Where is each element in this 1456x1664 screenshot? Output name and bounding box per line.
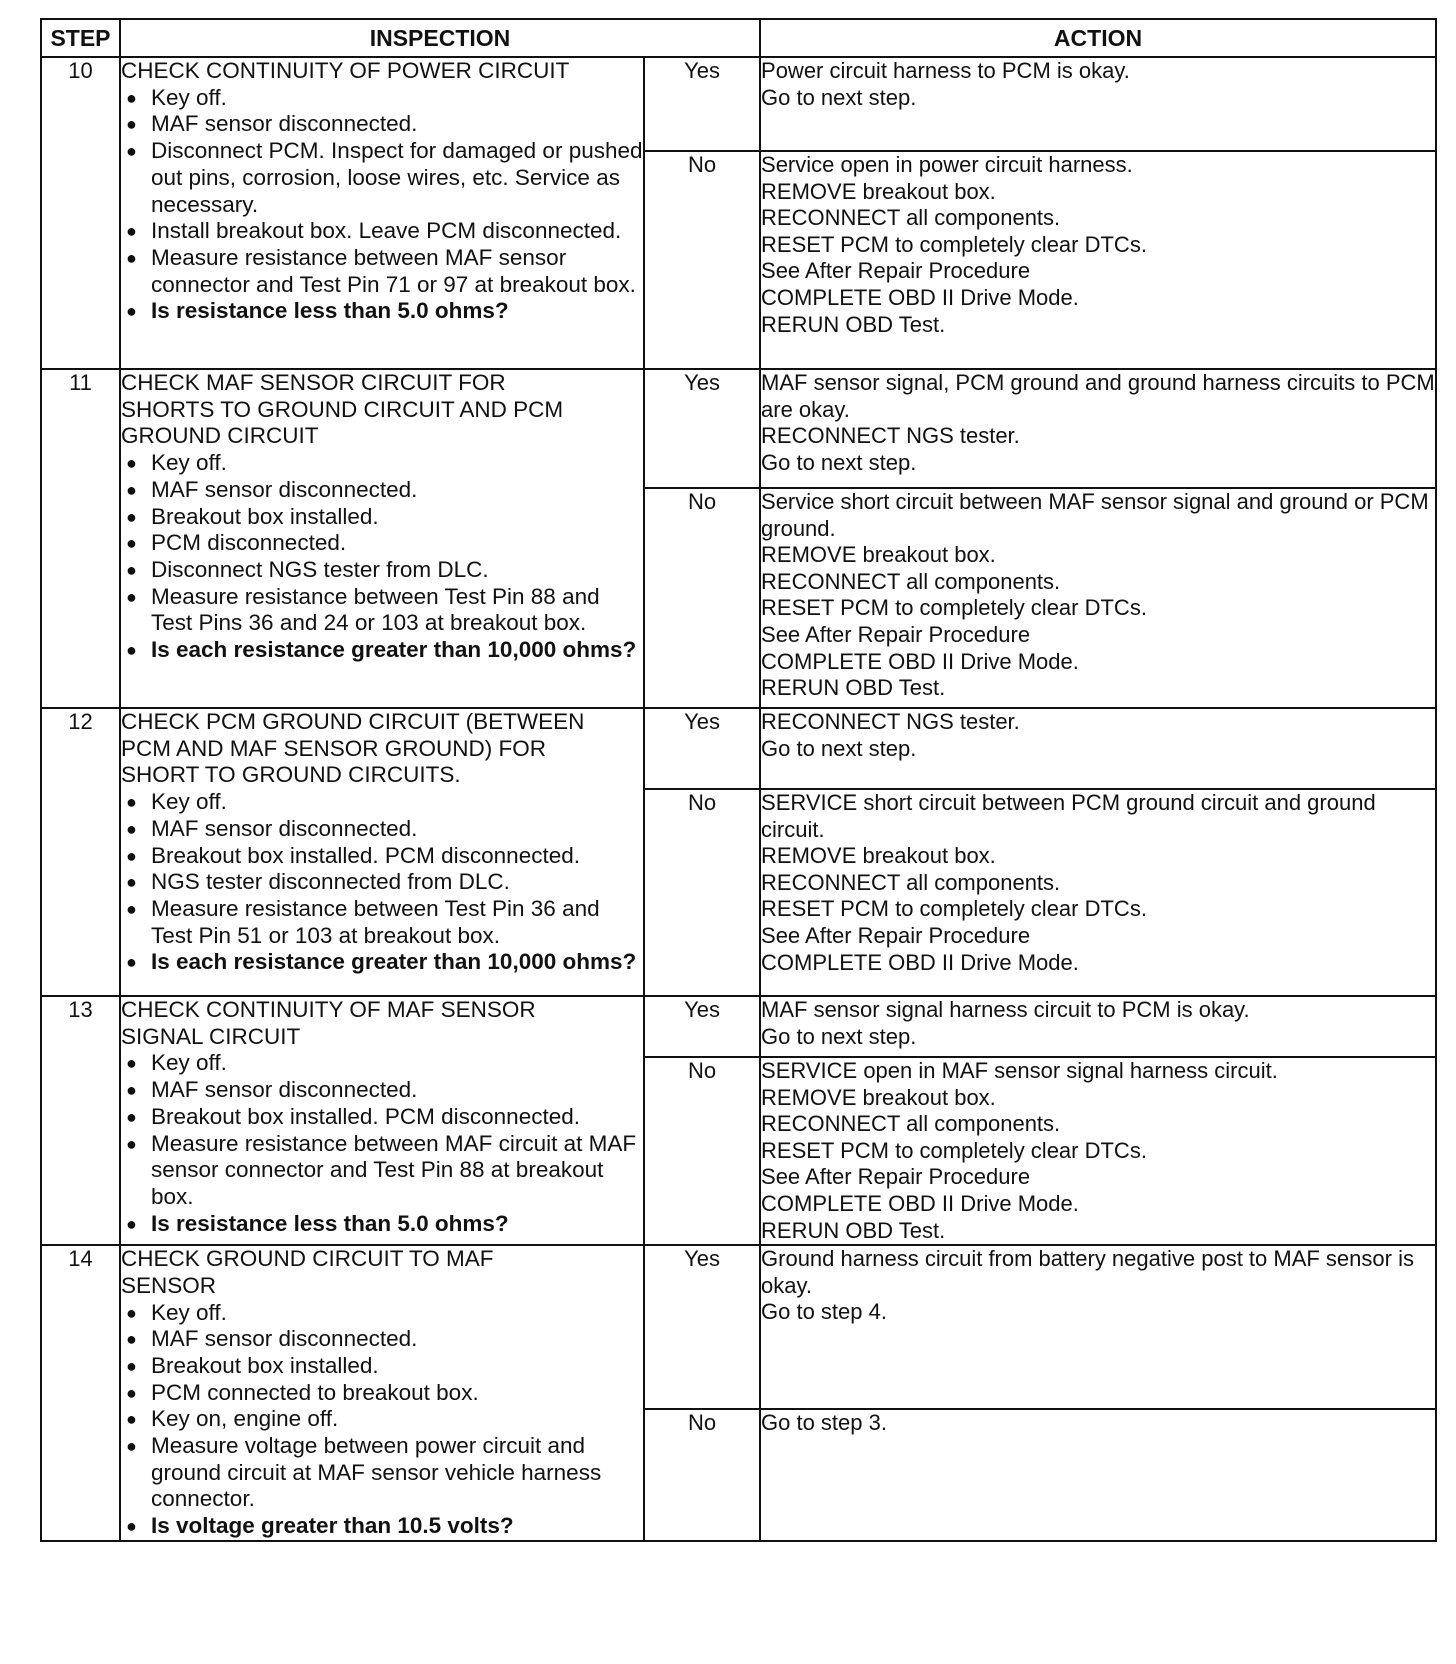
bullet-item: ● Key off.: [126, 789, 227, 815]
bullet-item: ● Breakout box installed.: [126, 503, 379, 529]
inspection-cell: [120, 57, 644, 369]
yes-label: Yes: [644, 57, 760, 151]
bullet-icon: ●: [126, 640, 137, 661]
inspection-bullets: [121, 1300, 643, 1540]
bullet-icon: ●: [126, 479, 137, 500]
step-row-yes: [41, 996, 1436, 1057]
inspection-title: CHECK MAF SENSOR CIRCUIT FOR: [121, 370, 506, 395]
step-row-yes: [41, 708, 1436, 789]
no-action: SERVICE open in MAF sensor signal harness circuit. REMOVE breakout box. RECONNECT all components. RESET PCM to completely clear DTCs. See After Repair Procedure COMPLETE OBD II Drive Mode. RERUN OBD Test.: [760, 1057, 1436, 1245]
inspection-title: SIGNAL CIRCUIT: [121, 1023, 301, 1049]
bullet-item: ● Measure resistance between Test Pin 36 and Test Pin 51 or 103 at breakout box.: [126, 895, 600, 948]
inspection-title: SHORT TO GROUND CIRCUITS.: [121, 762, 461, 788]
bullet-item: ● Breakout box installed. PCM disconnected.: [126, 842, 580, 868]
bullet-item: ● MAF sensor disconnected.: [126, 476, 418, 502]
inspection-title: CHECK CONTINUITY OF MAF SENSOR: [121, 997, 536, 1022]
header-step: STEP: [41, 19, 120, 57]
bullet-icon: ●: [126, 247, 137, 268]
bullet-icon: ●: [126, 221, 137, 242]
bullet-icon: ●: [126, 1382, 137, 1403]
bullet-icon: ●: [126, 114, 137, 135]
diagnostic-table: [40, 18, 1437, 1542]
yes-action: RECONNECT NGS tester. Go to next step.: [760, 708, 1436, 789]
bullet-item: ● MAF sensor disconnected.: [126, 1326, 418, 1352]
inspection-title: PCM AND MAF SENSOR GROUND) FOR: [121, 735, 547, 761]
bullet-item: ● Key off.: [126, 450, 227, 476]
yes-label: Yes: [644, 708, 760, 789]
inspection-title: CHECK PCM GROUND CIRCUIT (BETWEEN: [121, 709, 585, 734]
inspection-bullets: [121, 789, 643, 976]
bullet-item: ● Measure voltage between power circuit and ground circuit at MAF sensor vehicle harness connector.: [126, 1433, 602, 1512]
inspection-bullets: [121, 1050, 643, 1237]
yes-label: Yes: [644, 1245, 760, 1408]
bullet-item: ● MAF sensor disconnected.: [126, 1077, 418, 1103]
inspection-title: CHECK CONTINUITY OF POWER CIRCUIT: [121, 58, 570, 83]
bullet-item: ● Key on, engine off.: [126, 1406, 339, 1432]
bullet-icon: ●: [126, 872, 137, 893]
bullet-item: ● PCM connected to breakout box.: [126, 1379, 479, 1405]
inspection-question: ● Is each resistance greater than 10,000 ohms?: [126, 949, 637, 975]
no-action: Service short circuit between MAF sensor signal and ground or PCM ground. REMOVE breakout box. RECONNECT all components. RESET PCM to completely clear DTCs. See After Repair Procedure COMPLETE OBD II Drive Mode. RERUN OBD Test.: [760, 488, 1436, 708]
inspection-cell: [120, 996, 644, 1245]
inspection-title: SHORTS TO GROUND CIRCUIT AND PCM: [121, 396, 564, 422]
step-number: 10: [41, 57, 120, 369]
inspection-title: CHECK GROUND CIRCUIT TO MAF: [121, 1246, 494, 1272]
bullet-icon: ●: [126, 818, 137, 839]
bullet-icon: ●: [126, 1409, 137, 1430]
bullet-item: ● Disconnect NGS tester from DLC.: [126, 556, 489, 582]
bullet-item: ● MAF sensor disconnected.: [126, 111, 418, 137]
step-number: 11: [41, 369, 120, 708]
bullet-item: ● Measure resistance between Test Pin 88 and Test Pins 36 and 24 or 103 at breakout box.: [126, 583, 600, 636]
bullet-item: ● Breakout box installed.: [126, 1352, 379, 1378]
bullet-icon: ●: [126, 1516, 137, 1537]
header-row: [41, 19, 1436, 57]
inspection-cell: [120, 708, 644, 996]
bullet-icon: ●: [126, 1302, 137, 1323]
bullet-icon: ●: [126, 952, 137, 973]
bullet-icon: ●: [126, 87, 137, 108]
bullet-item: ● Key off.: [126, 1299, 227, 1325]
bullet-icon: ●: [126, 845, 137, 866]
step-number: 13: [41, 996, 120, 1245]
no-label: No: [644, 151, 760, 369]
bullet-item: ● Key off.: [126, 84, 227, 110]
bullet-item: ● Disconnect PCM. Inspect for damaged or pushed out pins, corrosion, loose wires, etc. Service as necessary.: [126, 138, 643, 217]
inspection-question: ● Is each resistance greater than 10,000 ohms?: [126, 637, 637, 663]
inspection-cell: [120, 369, 644, 708]
no-label: No: [644, 789, 760, 996]
inspection-bullets: [121, 85, 643, 325]
diagnostic-table-page: [40, 18, 1435, 1542]
bullet-item: ● MAF sensor disconnected.: [126, 815, 418, 841]
step-number: 12: [41, 708, 120, 996]
bullet-icon: ●: [126, 1106, 137, 1127]
header-action: ACTION: [760, 19, 1436, 57]
bullet-item: ● Measure resistance between MAF sensor connector and Test Pin 71 or 97 at breakout box.: [126, 244, 636, 297]
no-action: SERVICE short circuit between PCM ground circuit and ground circuit. REMOVE breakout box. RECONNECT all components. RESET PCM to completely clear DTCs. See After Repair Procedure COMPLETE OBD II Drive Mode.: [760, 789, 1436, 996]
inspection-question: ● Is voltage greater than 10.5 volts?: [126, 1513, 514, 1539]
bullet-icon: ●: [126, 1436, 137, 1457]
bullet-icon: ●: [126, 559, 137, 580]
no-label: No: [644, 1409, 760, 1541]
bullet-icon: ●: [126, 1080, 137, 1101]
step-row-yes: [41, 1245, 1436, 1408]
bullet-icon: ●: [126, 506, 137, 527]
bullet-icon: ●: [126, 1329, 137, 1350]
yes-action: Ground harness circuit from battery negative post to MAF sensor is okay. Go to step 4.: [760, 1245, 1436, 1408]
no-label: No: [644, 488, 760, 708]
inspection-question: ● Is resistance less than 5.0 ohms?: [126, 1210, 509, 1236]
bullet-icon: ●: [126, 301, 137, 322]
bullet-icon: ●: [126, 141, 137, 162]
inspection-cell: [120, 1245, 644, 1541]
inspection-bullets: [121, 450, 643, 664]
step-number: 14: [41, 1245, 120, 1541]
bullet-icon: ●: [126, 1133, 137, 1154]
bullet-item: ● NGS tester disconnected from DLC.: [126, 869, 510, 895]
bullet-icon: ●: [126, 1355, 137, 1376]
bullet-icon: ●: [126, 1213, 137, 1234]
inspection-question: ● Is resistance less than 5.0 ohms?: [126, 298, 509, 324]
inspection-title: SENSOR: [121, 1272, 217, 1298]
no-label: No: [644, 1057, 760, 1245]
no-action: Go to step 3.: [760, 1409, 1436, 1541]
bullet-icon: ●: [126, 586, 137, 607]
yes-action: Power circuit harness to PCM is okay. Go to next step.: [760, 57, 1436, 151]
yes-label: Yes: [644, 996, 760, 1057]
bullet-item: ● PCM disconnected.: [126, 530, 347, 556]
yes-action: MAF sensor signal, PCM ground and ground harness circuits to PCM are okay. RECONNECT NGS tester. Go to next step.: [760, 369, 1436, 488]
bullet-item: ● Install breakout box. Leave PCM disconnected.: [126, 218, 622, 244]
step-row-yes: [41, 57, 1436, 151]
yes-label: Yes: [644, 369, 760, 488]
no-action: Service open in power circuit harness. REMOVE breakout box. RECONNECT all components. RESET PCM to completely clear DTCs. See After Repair Procedure COMPLETE OBD II Drive Mode. RERUN OBD Test.: [760, 151, 1436, 369]
bullet-item: ● Breakout box installed. PCM disconnected.: [126, 1103, 580, 1129]
yes-action: MAF sensor signal harness circuit to PCM is okay. Go to next step.: [760, 996, 1436, 1057]
bullet-icon: ●: [126, 1053, 137, 1074]
bullet-item: ● Key off.: [126, 1050, 227, 1076]
inspection-title: GROUND CIRCUIT: [121, 423, 319, 449]
bullet-icon: ●: [126, 792, 137, 813]
bullet-icon: ●: [126, 453, 137, 474]
bullet-icon: ●: [126, 898, 137, 919]
step-row-yes: [41, 369, 1436, 488]
bullet-icon: ●: [126, 533, 137, 554]
header-inspection: INSPECTION: [120, 19, 760, 57]
bullet-item: ● Measure resistance between MAF circuit at MAF sensor connector and Test Pin 88 at breakout box.: [126, 1130, 637, 1209]
